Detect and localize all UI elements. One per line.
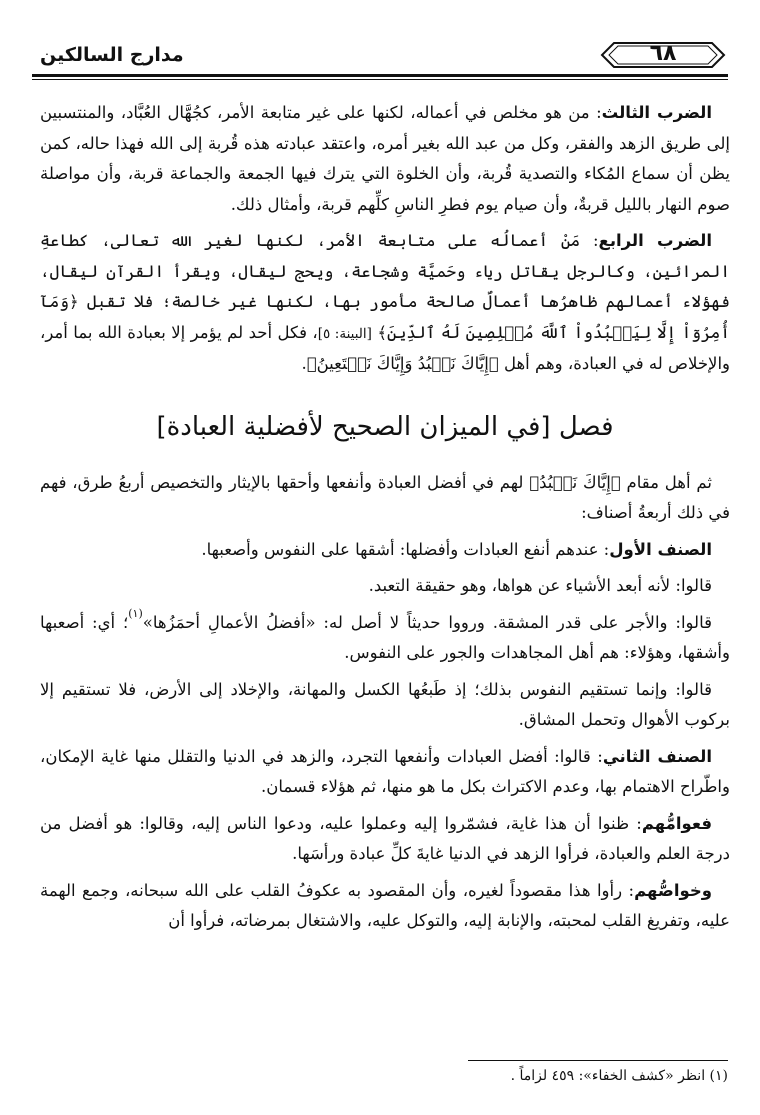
quran-quote: ﴿وَمَآ أُمِرُوٓاْ إِلَّا لِيَعۡبُدُواْ ٱللَّهَ مُخۡلِصِينَ لَهُ ٱلدِّينَ﴾ xyxy=(40,292,731,342)
header-rule xyxy=(32,74,728,77)
paragraph xyxy=(40,98,730,220)
paragraph-text: قالوا: والأجر على قدر المشقة. ورووا حديثاً لا أصل له: «أفضلُ الأعمالِ أحمَزُها» xyxy=(142,612,712,632)
paragraph-text: ، فكل أحد لم يؤمر إلا بعبادة الله بما أمر، والإخلاص له في العبادة، وهم أهل xyxy=(40,322,730,373)
page-body xyxy=(40,98,730,943)
paragraph xyxy=(40,742,730,803)
quran-reference: [البينة: ٥] xyxy=(317,325,372,342)
footnote-rule xyxy=(468,1060,728,1061)
paragraph-text: : رأوا هذا مقصوداً لغيره، وأن المقصود به عكوفُ القلب على الله سبحانه، وجمع الهمة عليه، وتفريغ القلب لمحبته، والإنابة إليه، والتوكل عليه، والاشتغال بمرضاته، فرأوا أن xyxy=(40,880,730,930)
paragraph-lead: فعوامُّهم xyxy=(641,813,712,833)
paragraph-lead: الصنف الثاني xyxy=(602,746,712,766)
paragraph-lead: الضرب الرابع xyxy=(598,231,712,250)
paragraph xyxy=(40,535,730,566)
paragraph-text: : مَنْ أعمالُه على متابعة الأمر، لكنها لغير الله تعالى، كطاعةِ المرائين، وكالرجل يقاتل رياء وحَميَّة وشجاعة، ويحج ليقال، ويقرأ القرآن ليقال، فهؤلاء أعمالهم ظاهرُها أعمالٌ صالحة مأمور بها، لكنها غير خالصة؛ فلا تقبل xyxy=(40,231,730,311)
paragraph-text: : عندهم أنفع العبادات وأفضلها: أشقها على النفوس وأصعبها. xyxy=(201,539,610,559)
paragraph-text: : من هو مخلص في أعماله، لكنها على غير متابعة الأمر، كجُهَّال العُبَّاد، والمنتسبين إلى طريق الزهد والفقر، وكل من عبد الله بغير أمره، واعتقد عبادته هذه قُربة إلى الله فهذا حاله، كمن يظن أن سماع المُكاء والتصدية قُربة، وأن الخلوة التي يترك فيها الجمعة والجماعة قربة، وأن مواصلة صوم النهار بالليل قربةٌ، وأن صيام يوم فطرِ الناسِ كلِّهم قربة، وأمثال ذلك. xyxy=(40,103,730,214)
paragraph xyxy=(40,876,730,937)
paragraph-end: . xyxy=(301,354,307,373)
footnote: (١) انظر «كشف الخفاء»: ٤٥٩ لزاماً . xyxy=(510,1068,728,1084)
header-rule-thin xyxy=(32,79,728,80)
paragraph xyxy=(40,809,730,870)
paragraph-text: ثم أهل مقام xyxy=(626,472,713,492)
section-heading: فصل [في الميزان الصحيح لأفضلية العبادة] xyxy=(156,411,614,442)
paragraph-lead: وخواصُّهم xyxy=(634,880,712,900)
paragraph: قالوا: وإنما تستقيم النفوس بذلك؛ إذ طَبعُها الكسل والمهانة، والإخلاد إلى الأرض، فلا تستقيم إلا بركوب الأهوال وتحمل المشاق. xyxy=(40,679,730,729)
footnote-marker: (١) xyxy=(128,606,143,620)
book-title: مدارج السالكين xyxy=(40,44,184,66)
paragraph-lead: الضرب الثالث xyxy=(601,103,712,122)
page-number: ٦٨ xyxy=(649,41,677,66)
page-header xyxy=(32,38,728,78)
paragraph-text: : قالوا: أفضل العبادات وأنفعها التجرد، والزهد في الدنيا والتقلل منها غاية الإمكان، واطّراح الاهتمام بها، وعدم الاكتراث بكل ما هو منها، ثم هؤلاء قسمان. xyxy=(40,746,730,796)
paragraph-text: : ظنوا أن هذا غاية، فشمّروا إليه وعملوا عليه، ودعوا الناس إليه، وقالوا: هو أفضل من درجة العلم والعبادة، فرأوا الزهد في الدنيا غايةَ كلِّ عبادة ورأسَها. xyxy=(40,813,730,863)
paragraph xyxy=(40,608,730,669)
quran-quote: ﴿إِيَّاكَ نَعۡبُدُ﴾ xyxy=(529,472,621,492)
page-number-frame xyxy=(600,40,726,70)
paragraph: قالوا: لأنه أبعد الأشياء عن هواها، وهو حقيقة التعبد. xyxy=(368,576,712,595)
paragraph xyxy=(40,226,730,380)
paragraph xyxy=(40,468,730,529)
paragraph-text: لهم في أفضل العبادة وأنفعها وأحقها بالإيثار والتخصيص أربعُ طرق، فهم في ذلك أربعةُ أصناف: xyxy=(40,472,730,522)
quran-quote: ﴿إِيَّاكَ نَعۡبُدُ وَإِيَّاكَ نَسۡتَعِينُ﴾ xyxy=(306,354,499,373)
paragraph-text: ؛ أي: أصعبها وأشقها، وهؤلاء: هم أهل المجاهدات والجور على النفوس. xyxy=(40,612,730,662)
paragraph-lead: الصنف الأول xyxy=(609,539,712,559)
